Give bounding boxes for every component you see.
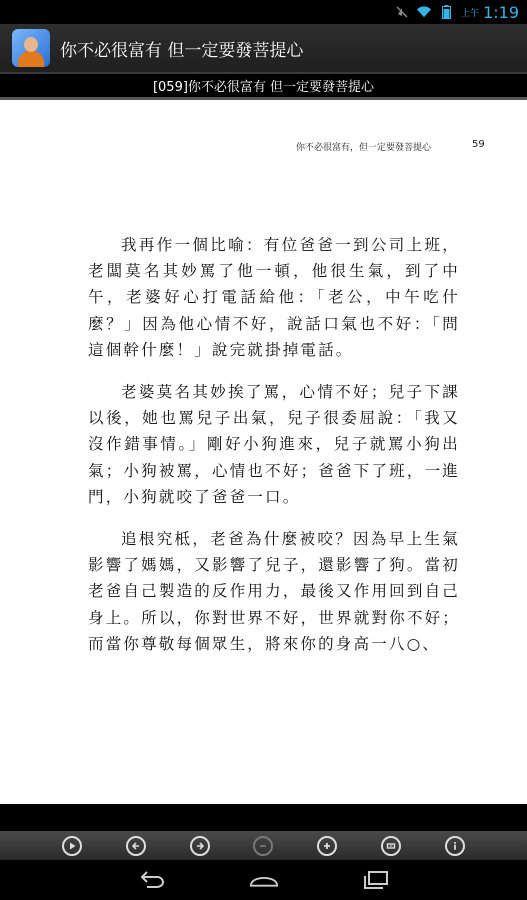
zoom-in-button[interactable] [317, 836, 337, 856]
book-page[interactable] [0, 100, 527, 804]
action-bar [0, 24, 527, 72]
fit-button[interactable] [381, 836, 401, 856]
page-number: 59 [472, 139, 485, 150]
recent-apps-icon[interactable] [360, 869, 392, 891]
battery-icon [439, 5, 453, 19]
chapter-title: [059]你不必很富有 但一定要發菩提心 [152, 80, 375, 95]
paragraph: 追根究柢，老爸為什麼被咬？因為早上生氣影響了媽媽，又影響了兒子，還影響了狗。當初老爸自己製造的反作用力，最後又作用回到自己身上。所以，你對世界不好，世界就對你不好；而當你尊敬每個眾生，將來你的身高一八○、 [88, 530, 460, 653]
arrow-right-icon [195, 841, 205, 851]
home-icon[interactable] [248, 869, 280, 891]
monk-avatar-icon[interactable] [12, 29, 50, 67]
previous-page-button[interactable] [126, 836, 146, 856]
play-button[interactable] [62, 836, 82, 856]
wifi-icon [417, 5, 431, 19]
system-nav-bar [0, 860, 527, 900]
bottom-spacer [0, 804, 527, 831]
app-title: 你不必很富有 但一定要發菩提心 [60, 40, 304, 61]
status-bar [0, 0, 527, 24]
info-icon [450, 841, 460, 851]
chapter-title-bar [0, 72, 527, 100]
running-head: 你不必很富有，但一定要發菩提心 [296, 143, 432, 153]
arrow-left-icon [131, 841, 141, 851]
play-icon [67, 841, 77, 851]
reader-toolbar [0, 831, 527, 860]
clock-ampm: 上午 [461, 8, 480, 19]
next-page-button[interactable] [190, 836, 210, 856]
fit-icon [386, 841, 396, 851]
zoom-out-button[interactable] [253, 836, 273, 856]
muted-icon [395, 5, 409, 19]
paragraph: 老婆莫名其妙挨了罵，心情不好；兒子下課以後，她也罵兒子出氣，兒子很委屈說：「我又沒作錯事情。」剛好小狗進來，兒子就罵小狗出氣；小狗被罵，心情也不好；爸爸下了班，一進門，小狗就咬了爸爸一口。 [88, 383, 460, 506]
info-button[interactable] [445, 836, 465, 856]
clock: 1:19 [483, 2, 519, 22]
back-icon[interactable] [136, 869, 168, 891]
plus-icon [322, 841, 332, 851]
page-body [88, 232, 460, 673]
paragraph: 我再作一個比喻：有位爸爸一到公司上班，老闆莫名其妙罵了他一頓，他很生氣，到了中午，老婆好心打電話給他：「老公，中午吃什麼？」因為他心情不好，說話口氣也不好：「問這個幹什麼！」說完就掛掉電話。 [88, 236, 460, 359]
minus-icon [258, 841, 268, 851]
